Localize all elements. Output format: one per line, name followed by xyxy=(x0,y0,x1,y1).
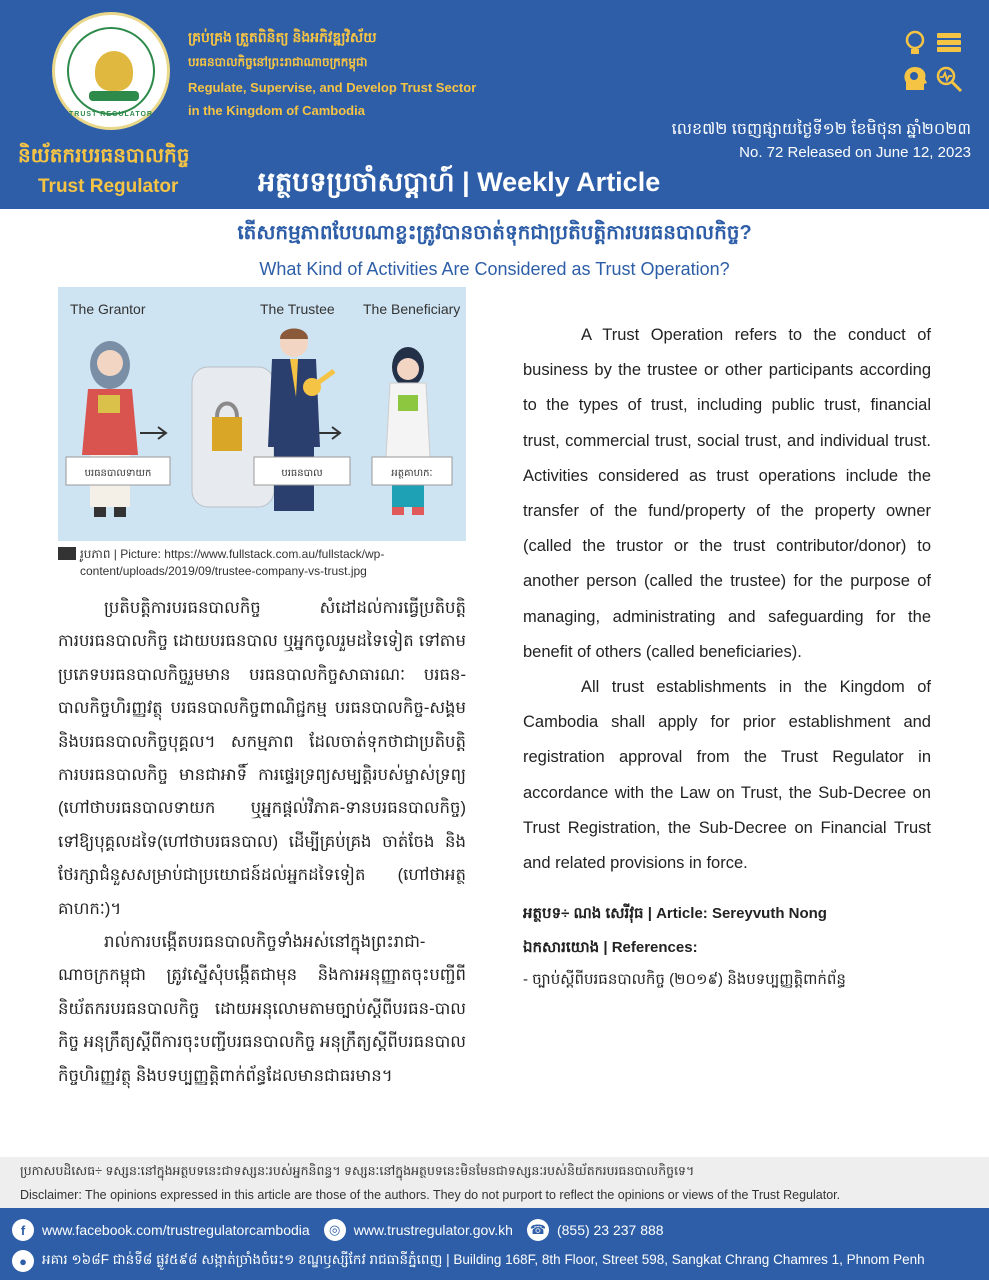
beneficiary-figure xyxy=(386,347,433,515)
footer-contacts xyxy=(12,1216,678,1244)
facebook-icon: f xyxy=(12,1219,34,1241)
english-article-body xyxy=(523,318,931,881)
reference-item: - ច្បាប់ស្ដីពីបរធនបាលកិច្ច (២០១៩) និងបទប្បញ្ញត្តិពាក់ព័ន្ធ xyxy=(523,971,846,988)
illus-label-beneficiary: The Beneficiary xyxy=(363,301,461,317)
books-icon xyxy=(934,28,964,58)
khmer-article-body xyxy=(58,592,466,1093)
km-paragraph-2: រាល់ការបង្កើតបរធនបាលកិច្ចទាំងអស់នៅក្នុងព្រះរាជា-ណាចក្រកម្ពុជា ត្រូវស្នើសុំបង្កើតជាមុន និងការអនុញ្ញាតចុះបញ្ជីពីនិយ័តករបរធនបាលកិច្ច ដោយអនុលោមតាមច្បាប់ស្ដីពីបរធន-បាលកិច្ច អនុក្រឹត្យស្ដីពីការចុះបញ្ជីបរធនបាលកិច្ច អនុក្រឹត្យស្ដីពីបរធនបាលកិច្ចហិរញ្ញវត្ថុ និងបទប្បញ្ញត្តិពាក់ព័ន្ធដែលមានជាធរមាន។ xyxy=(58,933,466,1085)
issue-number-en: No. 72 Released on June 12, 2023 xyxy=(739,144,971,161)
location-pin-icon: ● xyxy=(12,1250,34,1272)
illus-km-trustee: បរធនបាល xyxy=(281,468,323,479)
disclaimer-bar xyxy=(0,1157,989,1208)
footer-bar xyxy=(0,1208,989,1280)
issue-number-km: លេខ៧២ ចេញផ្សាយថ្ងៃទី១២ ខែមិថុនា ឆ្នាំ២០២៣ xyxy=(671,121,971,138)
phone-number: (855) 23 237 888 xyxy=(556,1222,664,1238)
globe-icon: ◎ xyxy=(324,1219,346,1241)
header-icon-group xyxy=(900,28,970,98)
references-heading: ឯកសារយោង | References: xyxy=(523,939,698,956)
trust-regulator-logo xyxy=(52,12,170,130)
org-tagline-km-2: បរធនបាលកិច្ចនៅព្រះរាជាណាចក្រកម្ពុជា xyxy=(188,55,368,69)
weekly-article-label: អត្ថបទប្រចាំសប្ដាហ៍ | Weekly Article xyxy=(258,167,661,197)
org-tagline-en-1: Regulate, Supervise, and Develop Trust Sector xyxy=(188,80,477,95)
website-link[interactable]: www.trustregulator.gov.kh xyxy=(353,1222,513,1238)
illus-km-beneficiary: អត្ថគាហកៈ xyxy=(391,468,433,479)
disclaimer-km: ប្រកាសបដិសេធ÷ ទស្សនៈនៅក្នុងអត្ថបទនេះជាទស្សនៈរបស់អ្នកនិពន្ធ។ ទស្សនៈនៅក្នុងអត្ថបទនេះមិនមែនជាទស្សនៈរបស់និយ័តករបរធនបាលកិច្ចទេ។ xyxy=(20,1164,695,1178)
disclaimer-en: Disclaimer: The opinions expressed in this article are those of the authors. They do not purport to reflect the opinions or views of the Trust Regulator. xyxy=(20,1188,841,1202)
logo-text: TRUST REGULATOR xyxy=(69,111,153,118)
facebook-link[interactable]: www.facebook.com/trustregulatorcambodia xyxy=(42,1222,310,1238)
caption-suffix: content/uploads/2019/09/trustee-company-vs-trust.jpg xyxy=(80,564,367,578)
brand-name-km: និយ័តករបរធនបាលកិច្ច xyxy=(18,145,190,167)
article-title-en: What Kind of Activities Are Considered as Trust Operation? xyxy=(259,259,730,279)
header-banner xyxy=(0,0,989,209)
trust-illustration xyxy=(58,287,466,541)
article-title-km: តើសកម្មភាពបែបណាខ្លះត្រូវបានចាត់ទុកជាប្រតិបត្តិការបរធនបាលកិច្ច? xyxy=(237,222,752,244)
footer-address-row xyxy=(12,1248,925,1274)
brand-name-en: Trust Regulator xyxy=(38,176,179,197)
magnifier-chart-icon xyxy=(934,64,964,94)
phone-icon: ☎ xyxy=(527,1219,549,1241)
illus-km-grantor: បរធនបាលទាយក xyxy=(84,468,152,479)
author-line: អត្ថបទ÷ ណង សេរីវុធ | Article: Sereyvuth Nong xyxy=(523,905,827,922)
picture-icon xyxy=(58,547,76,560)
head-gears-icon xyxy=(900,64,930,94)
org-tagline-km-1: គ្រប់គ្រង ត្រួតពិនិត្យ និងអភិវឌ្ឍវិស័យ xyxy=(188,29,377,45)
illus-label-grantor: The Grantor xyxy=(70,301,146,317)
image-caption xyxy=(58,546,478,580)
vault-figure xyxy=(192,367,274,507)
caption-prefix: រូបភាព | Picture: https://www.fullstack.com.au/fullstack/wp- xyxy=(80,547,385,561)
org-tagline-en-2: in the Kingdom of Cambodia xyxy=(188,103,365,118)
logo-bird-icon xyxy=(95,51,133,91)
km-paragraph-1: ប្រតិបត្តិការបរធនបាលកិច្ច សំដៅដល់ការធ្វើប្រតិបត្តិការបរធនបាលកិច្ច ដោយបរធនបាល ឬអ្នកចូលរួមដទៃទៀត ទៅតាមប្រភេទបរធនបាលកិច្ចរួមមាន បរធនបាលកិច្ចសាធារណៈ បរធន-បាលកិច្ចហិរញ្ញវត្ថុ បរធនបាលកិច្ចពាណិជ្ជកម្ម បរធនបាលកិច្ច-សង្គម និងបរធនបាលកិច្ចបុគ្គល។ សកម្មភាព ដែលចាត់ទុកថាជាប្រតិបត្តិការបរធនបាលកិច្ច មានជាអាទិ៍ ការផ្ទេរទ្រព្យសម្បត្តិរបស់ម្ចាស់ទ្រព្យ (ហៅថាបរធនបាលទាយក ឬអ្នកផ្ដល់វិភាគ-ទានបរធនបាលកិច្ច) ទៅឱ្យបុគ្គលដទៃ(ហៅថាបរធនបាល) ដើម្បីគ្រប់គ្រង ចាត់ចែង និងថែរក្សាជំនួសសម្រាប់ជាប្រយោជន៍ដល់អ្នកដទៃទៀត (ហៅថាអត្ថគាហកៈ)។ xyxy=(58,599,466,918)
illus-label-trustee: The Trustee xyxy=(260,301,335,317)
lightbulb-icon xyxy=(900,28,930,58)
en-paragraph-2: All trust establishments in the Kingdom of Cambodia shall apply for prior establishment and registration approval from the Trust Regulator in accordance with the Law on Trust, the Sub-Decree on Trust Registration, the Sub-Decree on Financial Trust and related provisions in force. xyxy=(523,678,931,873)
address-text: អគារ ១៦៨F ជាន់ទី៨ ផ្លូវ៥៩៨ សង្កាត់ច្រាំងចំរេះ១ ខណ្ឌឫស្សីកែវ រាជធានីភ្នំពេញ | Building 168F, 8th Floor, Street 598, Sangkat Chrang Chamres 1, Phnom Penh xyxy=(42,1252,925,1267)
logo-ring xyxy=(67,27,155,115)
logo-base xyxy=(89,91,139,101)
en-paragraph-1: A Trust Operation refers to the conduct of business by the trustee or other participants according to the types of trust, including public trust, financial trust, commercial trust, social trust, and individual trust. Activities considered as trust operations include the transfer of the fund/property of the property owner (called the trustor or the trust contributor/donor) to another person (called the trustee) for the purpose of managing, administrating and safeguarding for the benefit of others (called beneficiaries). xyxy=(523,326,931,661)
grantor-figure xyxy=(82,341,138,517)
